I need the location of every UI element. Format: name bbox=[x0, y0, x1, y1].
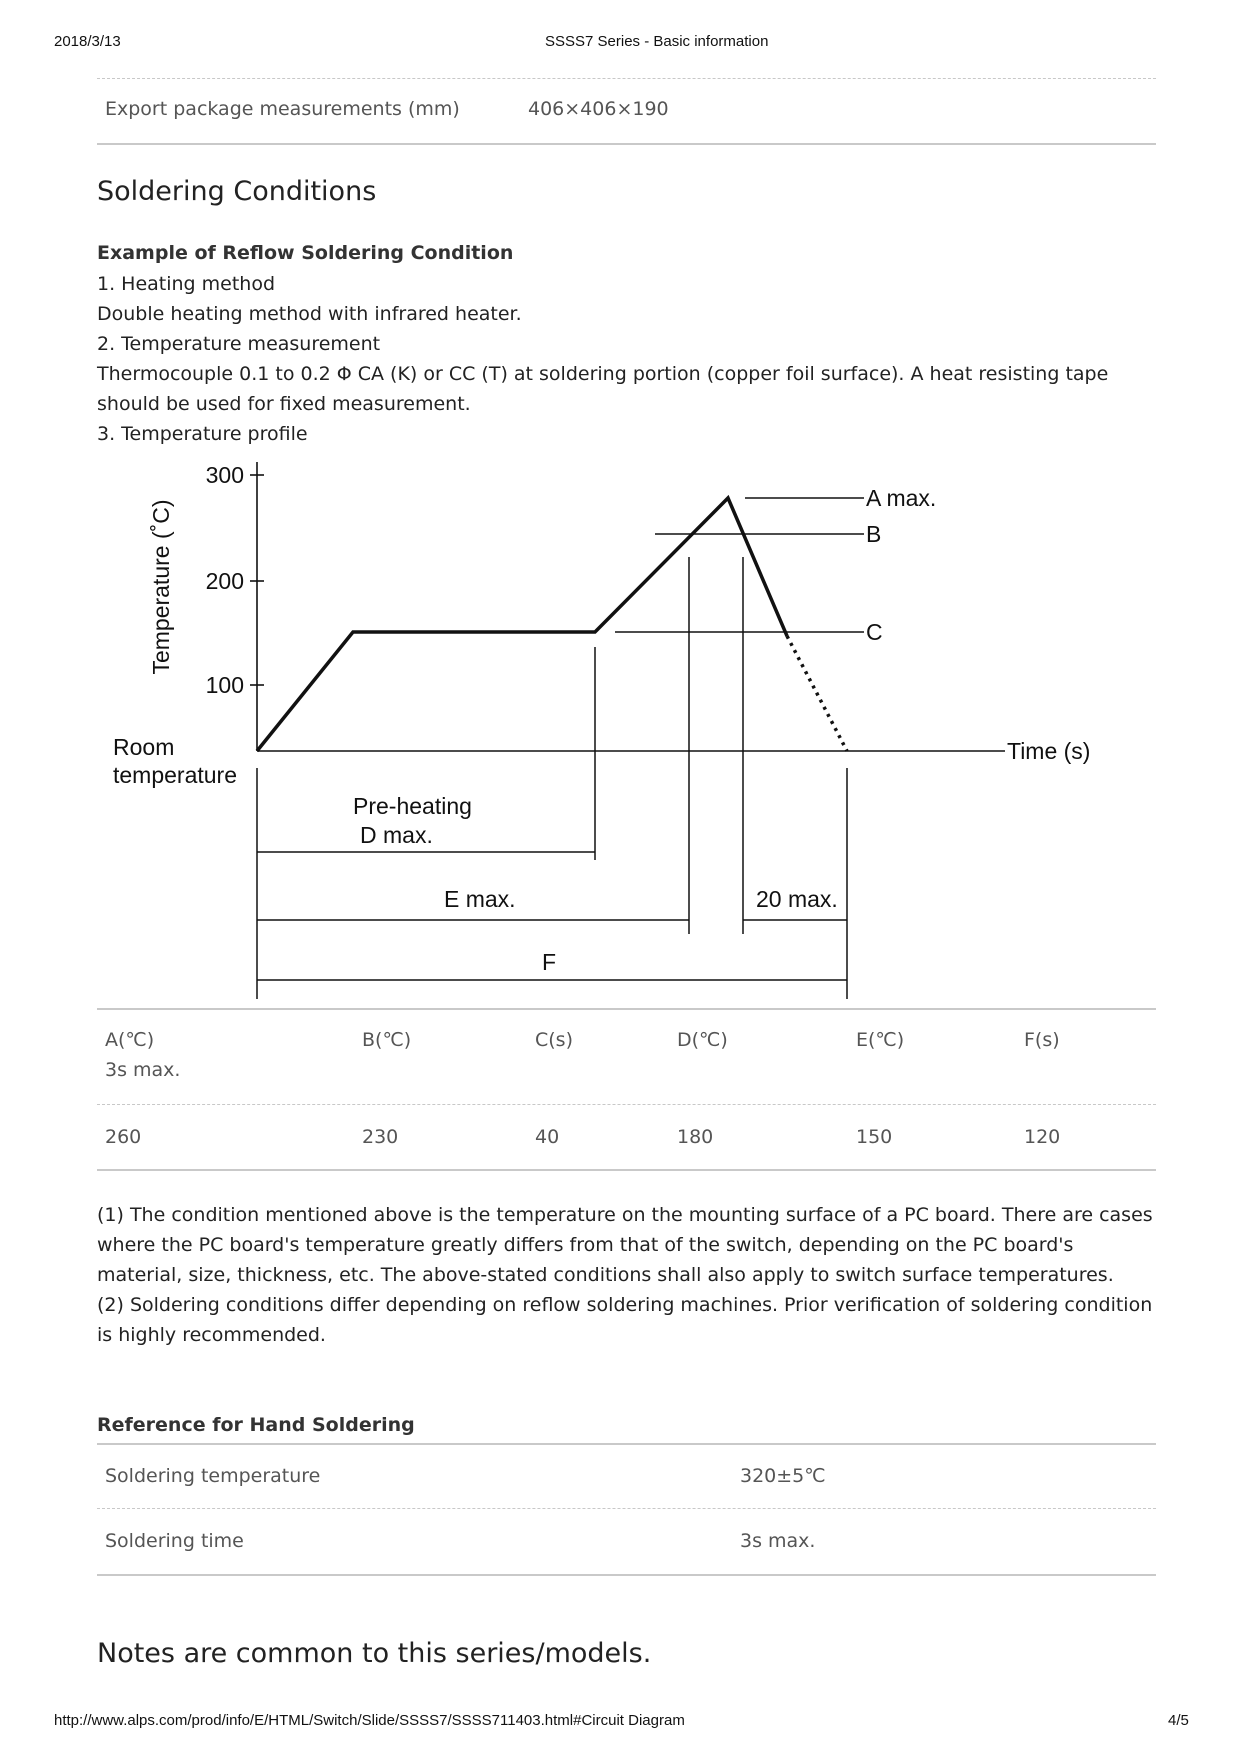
room-label-2: temperature bbox=[113, 762, 238, 788]
y-tick-label-100: 100 bbox=[205, 672, 244, 698]
closing-note: Notes are common to this series/models. bbox=[97, 1638, 652, 1669]
table-top-border bbox=[97, 1008, 1156, 1010]
divider-solid bbox=[97, 1574, 1156, 1576]
header-a-sub: 3s max. bbox=[105, 1059, 181, 1081]
heating-method-text: Double heating method with infrared heater. bbox=[97, 303, 522, 325]
preheat-label: Pre-heating bbox=[353, 793, 472, 819]
temp-profile-heading: 3. Temperature profile bbox=[97, 423, 308, 445]
cooling-dashed-curve bbox=[787, 636, 847, 751]
value-d: 180 bbox=[677, 1126, 714, 1148]
header-d: D(℃) bbox=[677, 1029, 728, 1051]
reflow-title: Example of Reflow Soldering Condition bbox=[97, 242, 514, 264]
level-b-label: B bbox=[866, 521, 882, 547]
temp-measurement-text: Thermocouple 0.1 to 0.2 Φ CA (K) or CC (T) at soldering portion (copper foil surface). A heat resisting tape should be used for fixed measurement. bbox=[97, 363, 1109, 415]
twenty-max-label: 20 max. bbox=[756, 886, 838, 912]
x-axis-label: Time (s) bbox=[1007, 738, 1091, 764]
value-c: 40 bbox=[535, 1126, 560, 1148]
header-b: B(℃) bbox=[362, 1029, 412, 1051]
temp-measurement-heading: 2. Temperature measurement bbox=[97, 333, 381, 355]
e-max-label: E max. bbox=[444, 886, 516, 912]
hand-row-value: 3s max. bbox=[740, 1530, 816, 1552]
divider-solid bbox=[97, 1443, 1156, 1445]
divider-dashed bbox=[97, 1508, 1156, 1509]
hand-row-label: Soldering temperature bbox=[105, 1465, 321, 1487]
header-e: E(℃) bbox=[856, 1029, 905, 1051]
y-axis-label: Temperature (˚C) bbox=[148, 499, 174, 675]
level-a-label: A max. bbox=[866, 485, 937, 511]
header-f: F(s) bbox=[1024, 1029, 1060, 1051]
hand-soldering-title: Reference for Hand Soldering bbox=[97, 1414, 415, 1436]
print-url: http://www.alps.com/prod/info/E/HTML/Switch/Slide/SSSS7/SSSS711403.html#Circuit Diagram bbox=[54, 1712, 685, 1729]
y-tick-label-300: 300 bbox=[205, 462, 244, 488]
header-a: A(℃) bbox=[105, 1029, 155, 1051]
value-f: 120 bbox=[1024, 1126, 1061, 1148]
divider-dashed bbox=[97, 1104, 1156, 1105]
print-title: SSSS7 Series - Basic information bbox=[545, 33, 769, 50]
y-tick-label-200: 200 bbox=[205, 568, 244, 594]
note-2: (2) Soldering conditions differ depending on reflow soldering machines. Prior verification of soldering condition is highly recommended. bbox=[97, 1294, 1153, 1346]
profile-curve bbox=[257, 498, 787, 751]
level-c-label: C bbox=[866, 619, 883, 645]
f-label: F bbox=[542, 949, 557, 975]
print-page: 4/5 bbox=[1168, 1712, 1189, 1729]
value-e: 150 bbox=[856, 1126, 893, 1148]
value-b: 230 bbox=[362, 1126, 399, 1148]
hand-row-value: 320±5℃ bbox=[740, 1465, 826, 1487]
header-c: C(s) bbox=[535, 1029, 573, 1051]
heating-method-heading: 1. Heating method bbox=[97, 273, 276, 295]
d-max-label: D max. bbox=[360, 822, 433, 848]
table-bottom-border bbox=[97, 1169, 1156, 1171]
notes bbox=[97, 1200, 1157, 1350]
package-value: 406×406×190 bbox=[528, 98, 669, 120]
value-a: 260 bbox=[105, 1126, 142, 1148]
room-label-1: Room bbox=[113, 734, 175, 760]
print-date: 2018/3/13 bbox=[54, 33, 121, 50]
hand-row-label: Soldering time bbox=[105, 1530, 244, 1552]
section-title: Soldering Conditions bbox=[97, 176, 377, 207]
package-label: Export package measurements (mm) bbox=[105, 98, 460, 120]
note-1: (1) The condition mentioned above is the temperature on the mounting surface of a PC board. There are cases where the PC board's temperature greatly differs from that of the switch, depending on the PC board's material, size, thickness, etc. The above-stated conditions shall also apply to switch surface temperatures. bbox=[97, 1204, 1153, 1286]
